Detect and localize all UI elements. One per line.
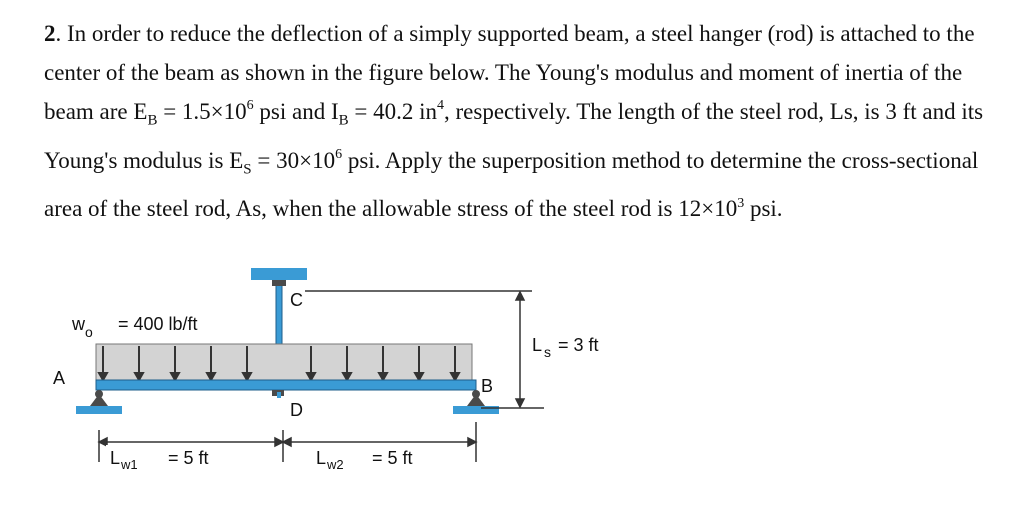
lw1-value: = 5 ft <box>168 448 209 468</box>
label-d: D <box>290 400 303 420</box>
ls-subscript: s <box>544 344 551 360</box>
lw1-l: L <box>110 448 121 468</box>
stress-exponent: 3 <box>737 195 745 211</box>
after-ib-text: , respectively. The length of the steel rod, Ls, is 3 ft and its Young's modulus is E <box>44 99 984 173</box>
problem-number: 2 <box>44 21 56 46</box>
ib-exponent: 4 <box>437 98 445 114</box>
beam-figure <box>40 262 660 477</box>
load-w-symbol: w <box>72 314 85 334</box>
es-exponent: 6 <box>335 146 343 162</box>
rod-cap <box>272 280 286 286</box>
label-b: B <box>481 376 494 396</box>
steel-rod <box>276 286 282 344</box>
ib-value: = 40.2 in <box>354 99 438 124</box>
lw1-subscript: w1 <box>121 457 138 472</box>
ls-value: = 3 ft <box>558 335 599 355</box>
eb-value: = 1.5×10 <box>163 99 247 124</box>
lw2-l: L <box>316 448 327 468</box>
rod-beam-connector-blue <box>277 392 281 398</box>
problem-end: psi. <box>749 196 783 222</box>
beam <box>96 380 476 390</box>
eb-subscript: B <box>147 112 158 129</box>
label-c: C <box>290 290 303 310</box>
problem-statement <box>44 14 984 228</box>
ls-l: L <box>532 335 543 355</box>
problem-paragraph <box>44 14 984 228</box>
after-es-text: psi. Apply the superposition method to determine the cross-sectional area of the steel rod, As, when the allowable stress of the steel rod is 12×10 <box>44 147 979 222</box>
ib-subscript: B <box>338 112 349 129</box>
load-w-subscript: o <box>85 324 93 340</box>
lw2-subscript: w2 <box>327 457 344 472</box>
ceiling-support <box>251 268 307 280</box>
after-eb-text: psi and I <box>259 99 339 124</box>
support-a <box>76 390 122 414</box>
label-a: A <box>53 368 66 388</box>
eb-exponent: 6 <box>246 98 254 114</box>
lw2-value: = 5 ft <box>372 448 413 468</box>
es-value: = 30×10 <box>257 147 336 173</box>
es-subscript: S <box>243 161 252 178</box>
load-value: = 400 lb/ft <box>118 314 198 334</box>
problem-intro: . In order to reduce the deflection of a simply supported beam, a steel hanger (rod) is attached to the center of the beam as shown in the figure below. The Young's modulus and moment of inertia of the beam are E <box>44 21 975 124</box>
